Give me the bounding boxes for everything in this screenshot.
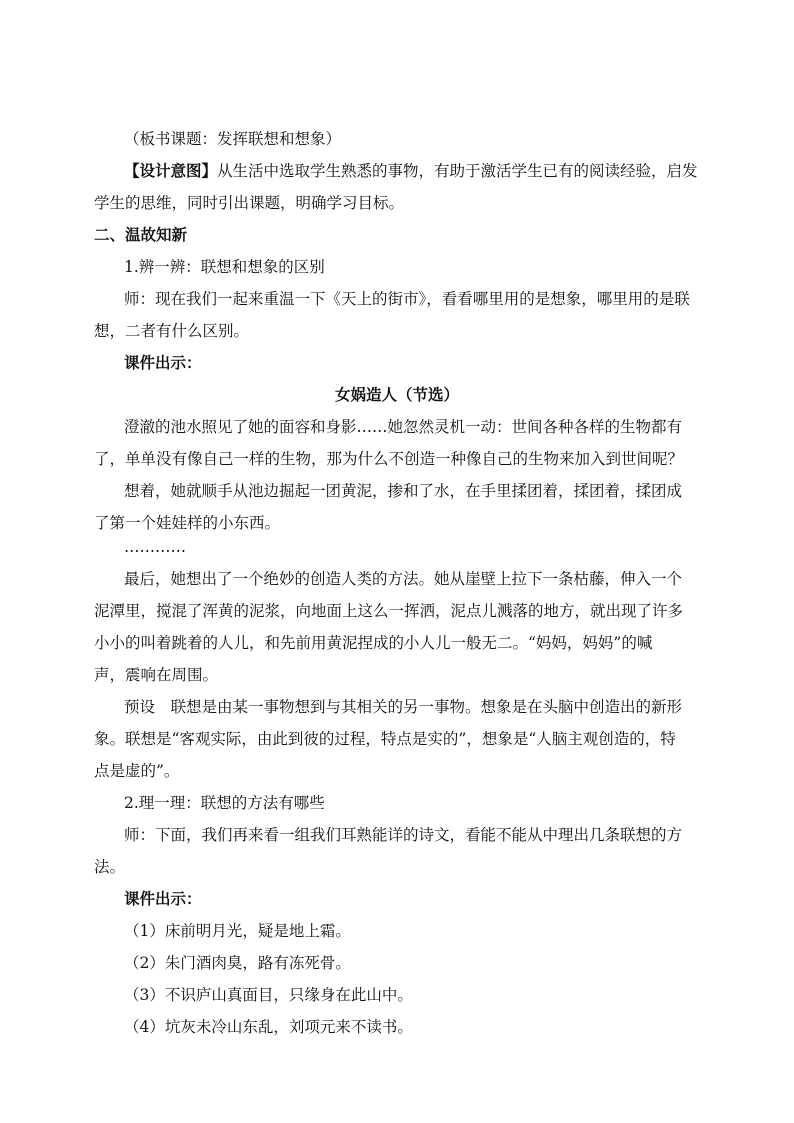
- excerpt-paragraph-3-line-4: 声，震响在周围。: [94, 666, 219, 684]
- design-intent-line: [124, 161, 736, 181]
- preset-answer-line-2: 象。联想是“客观实际，由此到彼的过程，特点是实的”，想象是“人脑主观创造的，特: [94, 730, 676, 748]
- teacher-paragraph-2: 师：下面，我们再来看一组我们耳熟能详的诗文，看能不能从中理出几条联想的方: [124, 826, 683, 844]
- excerpt-paragraph-2-continued: 了第一个娃娃样的小东西。: [94, 514, 281, 532]
- excerpt-paragraph-3-line-2: 泥潭里，搅混了浑黄的泥浆，向地面上这么一挥洒，泥点儿溅落的地方，就出现了许多: [94, 602, 684, 620]
- teacher-paragraph-1: 师：现在我们一起来重温一下《天上的街市》，看看哪里用的是想象，哪里用的是联: [124, 290, 690, 308]
- teacher-paragraph-1-continued: 想，二者有什么区别。: [94, 322, 250, 340]
- excerpt-paragraph-1: 澄澈的池水照见了她的面容和身影……她忽然灵机一动：世间各种各样的生物都有: [124, 418, 683, 436]
- design-intent-text: 从生活中选取学生熟悉的事物，有助于激活学生已有的阅读经验，启发: [217, 162, 698, 180]
- poem-item-2: （2）朱门酒肉臭，路有冻死骨。: [124, 954, 351, 972]
- subheading-distinguish: 1.辨一辨：联想和想象的区别: [124, 258, 325, 276]
- design-intent-continued: 学生的思维，同时引出课题，明确学习目标。: [94, 194, 405, 212]
- section-heading-review: 二、温故知新: [94, 225, 188, 244]
- excerpt-paragraph-3: 最后，她想出了一个绝妙的创造人类的方法。她从崖壁上拉下一条枯藤，伸入一个: [124, 570, 683, 588]
- courseware-label-1: 课件出示：: [124, 353, 202, 372]
- preset-answer-line-3: 点是虚的”。: [94, 762, 180, 780]
- excerpt-title: 女娲造人（节选）: [334, 385, 459, 404]
- excerpt-paragraph-3-line-3: 小小的叫着跳着的人儿，和先前用黄泥捏成的小人儿一般无二。“妈妈，妈妈”的喊: [94, 634, 653, 652]
- poem-item-4: （4）坑灰未冷山东乱，刘项元来不读书。: [124, 1018, 413, 1036]
- ellipsis-line: …………: [124, 538, 186, 556]
- poem-item-1: （1）床前明月光，疑是地上霜。: [124, 922, 351, 940]
- subheading-methods: 2.理一理：联想的方法有哪些: [124, 794, 325, 812]
- courseware-label-2: 课件出示：: [124, 889, 202, 908]
- board-title-line: （板书课题：发挥联想和想象）: [124, 130, 342, 148]
- excerpt-paragraph-2: 想着，她就顺手从池边掘起一团黄泥，掺和了水，在手里揉团着，揉团着，揉团成: [124, 482, 683, 500]
- preset-answer: 预设 联想是由某一事物想到与其相关的另一事物。想象是在头脑中创造出的新形: [124, 698, 683, 716]
- design-intent-label: 【设计意图】: [124, 161, 218, 180]
- excerpt-paragraph-1-continued: 了，单单没有像自己一样的生物，那为什么不创造一种像自己的生物来加入到世间呢？: [94, 450, 684, 468]
- teacher-paragraph-2-continued: 法。: [94, 858, 126, 876]
- poem-item-3: （3）不识庐山真面目，只缘身在此山中。: [124, 986, 413, 1004]
